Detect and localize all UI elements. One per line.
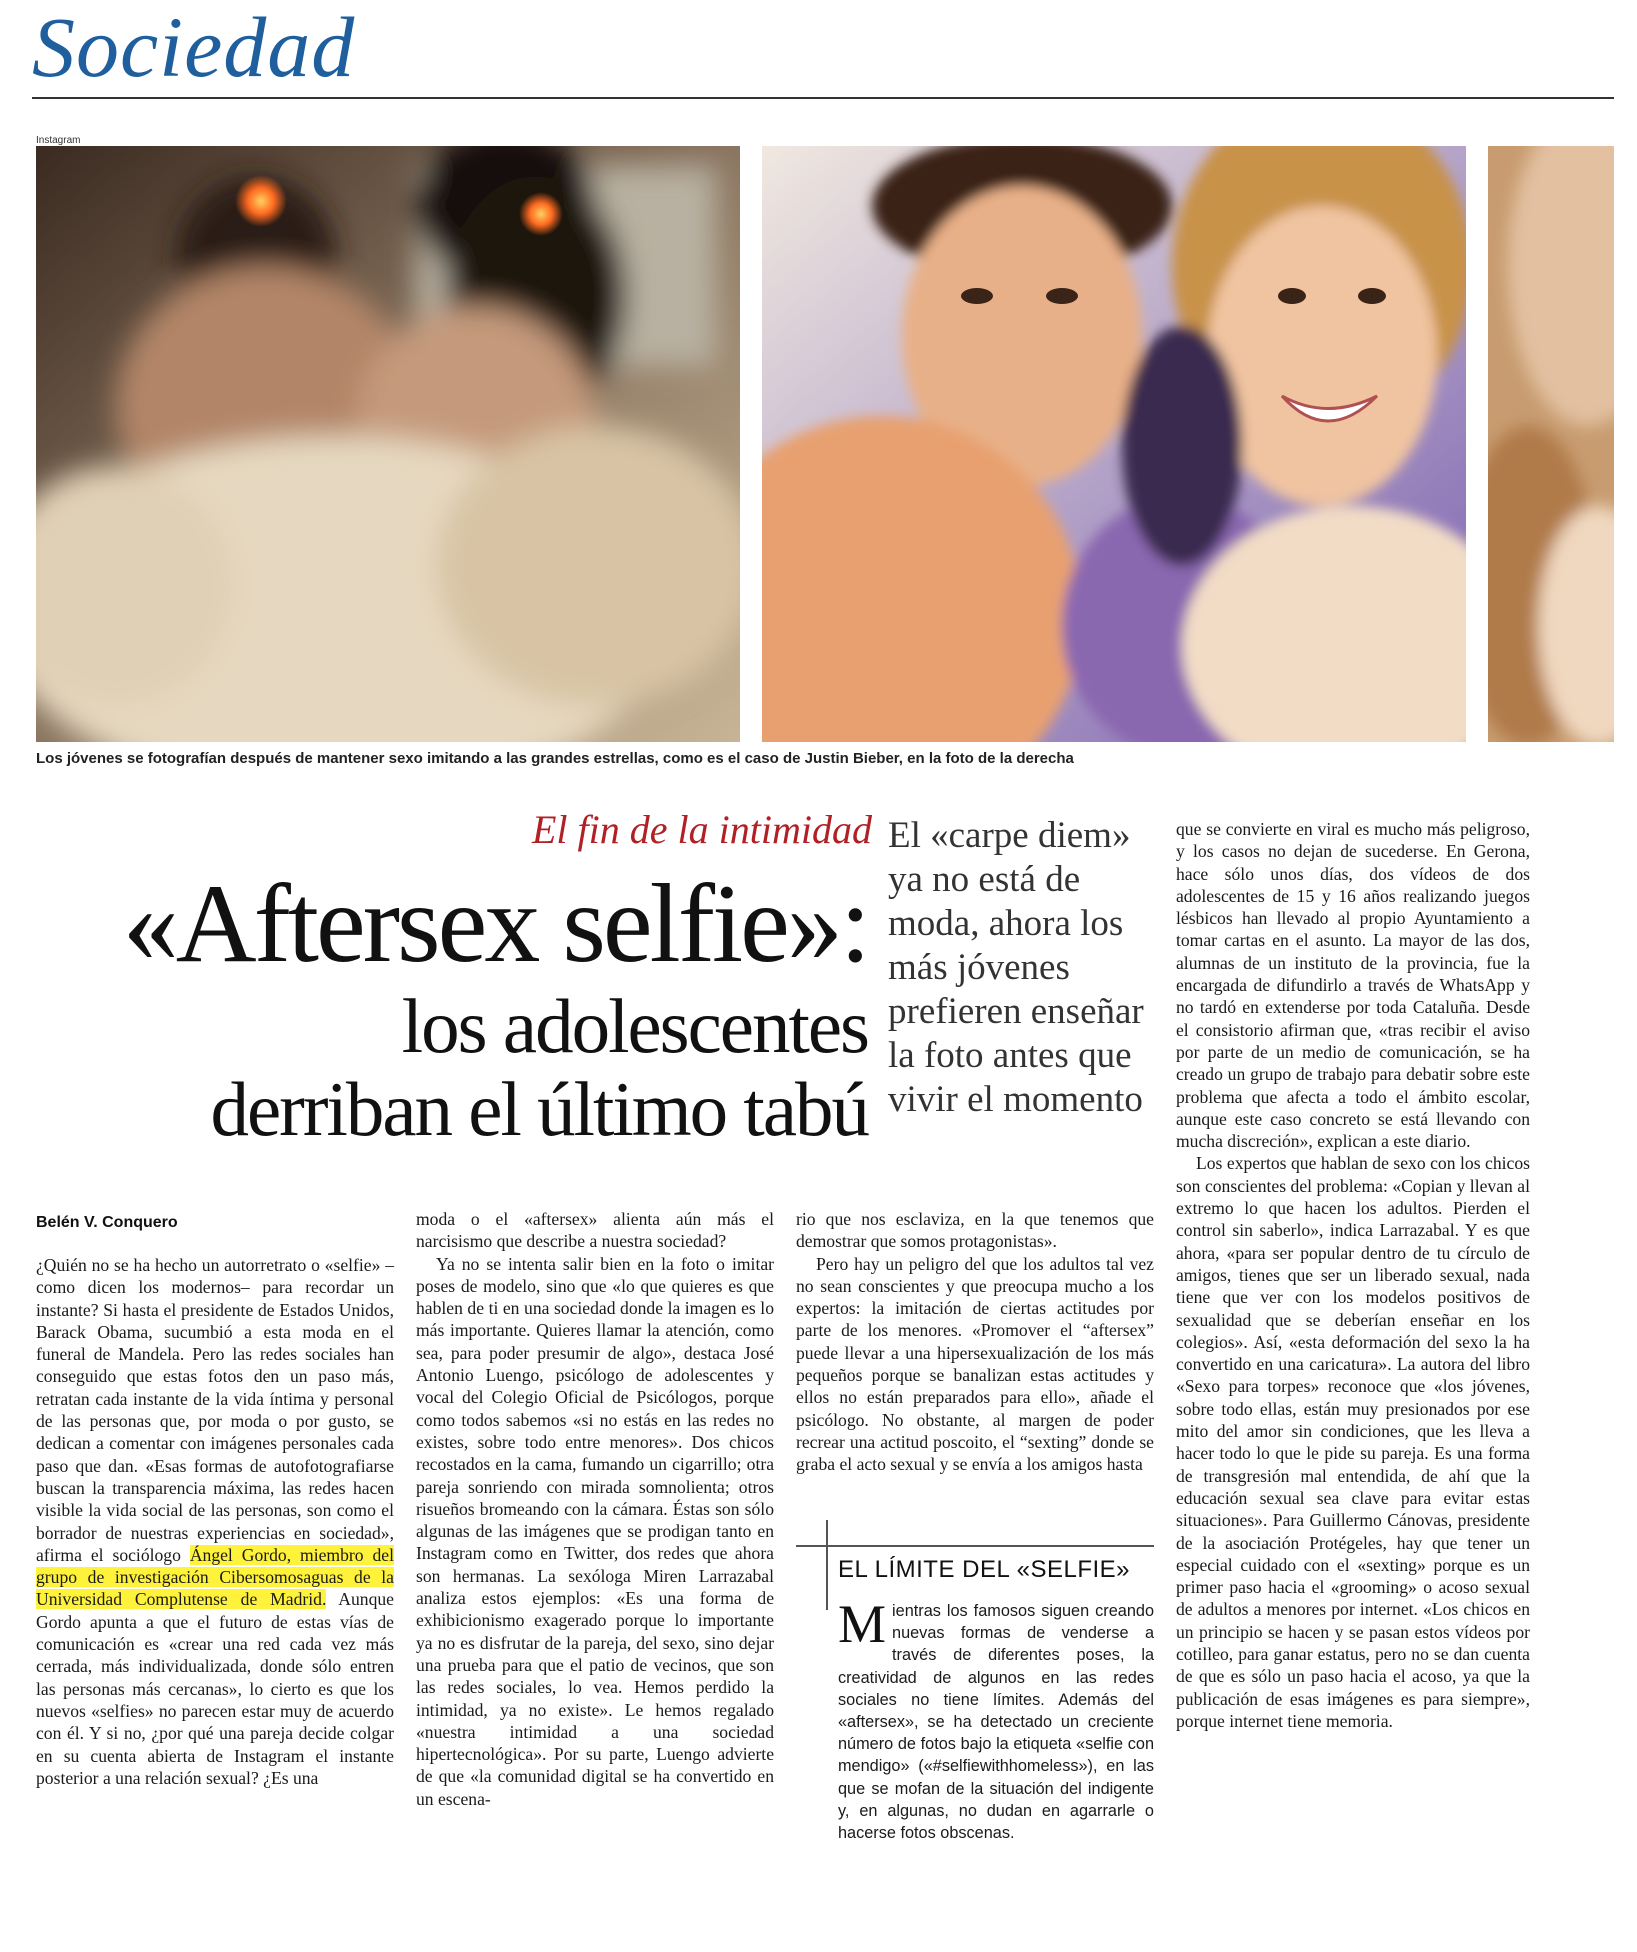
col1-text-continued: Aunque Gordo apunta a que el futuro de estas vías de comunicación es «crear una red cada vez más cerrada, más individualizada, donde sólo entren las personas más cercanas», lo cierto es que los nuevos «selfies» no parecen estar muy de acuerdo con él. Y si no, ¿por qué una pareja decide colgar en su cuenta abierta de Instagram el instante posterior a una relación sexual? ¿Es una: [36, 1589, 394, 1788]
section-title: Sociedad: [32, 0, 356, 95]
box-body: [838, 1594, 1154, 1844]
headline-line-1: «Aftersex selfie»:: [122, 862, 868, 986]
box-title: EL LÍMITE DEL «SELFIE»: [838, 1556, 1131, 1583]
photo-caption: Los jóvenes se fotografían después de mantener sexo imitando a las grandes estrellas, como es el caso de Justin Bieber, en la foto de la derecha: [36, 750, 1074, 767]
col2-paragraph-2: Ya no se intenta salir bien en la foto o imitar poses de modelo, sino que «lo que quieres es que hablen de ti en una sociedad donde la imagen es lo más importante. Quieres llamar la atención, como sea, para poder presumir de algo», destaca José Antonio Luengo, psicólogo de adolescentes y vocal del Colegio Oficial de Psicólogos, porque como todos sabemos «si no estás en las redes no existes, sobre todo entre menores». Dos chicos recostados en la cama, fumando un cigarrillo; otra pareja sonriendo con mirada somnolienta; otros risueños bromeando con la cámara. Éstas son sólo algunas de las imágenes que se prodigan tanto en Instagram como en Twitter, dos redes que ahora son hermanas. La sexóloga Miren Larrazabal analiza estos ejemplos: «Es una forma de exhibicionismo exagerado porque lo importante ya no es disfrutar de la pareja, del sexo, sino dejar una prueba para que el patio de vecinos, que son las redes sociales, lo vea. Hemos perdido la intimidad, ya no existe». Le hemos regalado «nuestra intimidad a una sociedad hipertecnológica». Por su parte, Luengo advierte de que «la comunidad digital se ha convertido en un escena-: [416, 1253, 774, 1809]
article-column-4: [1176, 818, 1530, 1732]
article-column-3: [796, 1208, 1154, 1476]
dropcap: M: [838, 1594, 887, 1654]
col3-paragraph-1: rio que nos esclaviza, en la que tenemos que demostrar que somos protagonistas».: [796, 1209, 1154, 1252]
col2-paragraph-1: moda o el «aftersex» alienta aún más el narcisismo que describe a nuestra sociedad?: [416, 1209, 774, 1252]
box-side-rule: [826, 1520, 828, 1610]
col1-text: ¿Quién no se ha hecho un autorretrato o «selfie» –como dicen los modernos– para recordar un instante? Si hasta el presidente de Estados Unidos, Barack Obama, sucumbió a esta moda en el funeral de Mandela. Pero las redes sociales han conseguido que estas fotos den un paso más, retratan cada instante de la vida íntima y personal de las personas que, por moda o por gusto, se dedican a comentar con imágenes personales cada paso que dan. «Esas formas de autofotografiarse buscan la transparencia máxima, las redes hacen visible la vida social de las personas, son como el borrador de nuestras experiencias en sociedad», afirma el sociólogo: [36, 1255, 394, 1565]
kicker: El fin de la intimidad: [532, 807, 872, 852]
box-top-rule: [796, 1545, 1154, 1547]
headline-line-3: derriban el último tabú: [210, 1066, 868, 1152]
photo-credit: Instagram: [36, 135, 81, 146]
article-column-2: [416, 1208, 774, 1810]
headline: [36, 862, 868, 1152]
highlighted-quote: Ángel Gordo, miembro del grupo de investigación Cibersomosaguas de la Universidad Complutense de Madrid.: [36, 1544, 394, 1610]
headline-line-2: los adolescentes: [401, 983, 868, 1069]
col4-paragraph-1: que se convierte en viral es mucho más peligroso, y los casos no dejan de sucederse. En Gerona, hace sólo unos días, dos vídeos de dos adolescentes de 15 y 16 años realizando juegos lésbicos han llevado al propio Ayuntamiento a tomar cartas en el asunto. La mayor de las dos, alumnas de un instituto de la provincia, fue la encargada de difundirlo a través de WhatsApp y no tardó en extenderse por toda Cataluña. Desde el consistorio afirman que, «tras recibir el aviso por parte de un medio de comunicación, se ha creado un grupo de trabajo para debatir sobre este problema que afecta a todo el ámbito escolar, aunque este caso concreto se está llevando con mucha discreción», explican a este diario.: [1176, 819, 1530, 1152]
box-text: ientras los famosos siguen creando nuevas formas de venderse a través de diferentes poses, la creatividad de algunos en las redes sociales no tiene límites. Además del «aftersex», se ha detectado un creciente número de fotos bajo la etiqueta «selfie con mendigo» («#selfiewithhomeless»), en las que se mofan de la situación del indigente y, en algunas, no dudan en agarrarle o hacerse fotos obscenas.: [838, 1602, 1154, 1843]
photo-partial: [1488, 146, 1614, 742]
standfirst: El «carpe diem» ya no está de moda, ahora los más jóvenes prefieren enseñar la foto antes que vivir el momento: [888, 815, 1144, 1120]
photo-couple-bed: [36, 146, 740, 742]
header-rule: [32, 97, 1614, 99]
col3-paragraph-2: Pero hay un peligro del que los adultos tal vez no sean conscientes y que preocupa mucho a los expertos: la imitación de ciertas actitudes por parte de los menores. «Promover el “aftersex” puede llevar a una hipersexualización de los más pequeños porque se banalizan estas actitudes y ellos no están preparados para ello», añade el psicólogo. No obstante, al margen de poder recrear una actitud poscoito, el “sexting” donde se graba el acto sexual y se envía a los amigos hasta: [796, 1253, 1154, 1475]
col4-paragraph-2: Los expertos que hablan de sexo con los chicos son conscientes del problema: «Copian y llevan al extremo lo que hacen los adultos. Pierden el control sin saberlo», indica Larrazabal. Y es que ahora, «para ser popular dentro de tu círculo de amigos, tienes que ser un liberado sexual, nada tiene que ver con los modelos positivos de sexualidad que se deberían enseñar en los colegios». Así, «esta deformación del sexo la ha convertido en una caricatura». La autora del libro «Sexo para torpes» reconoce que «los jóvenes, sobre todo ellas, están muy presionados por ese mito del amor sin condiciones, que les lleva a hacer todo lo que le pide su pareja. Es una forma de transgresión mal entendida, de ahí que la educación sexual sea clave para evitar estas situaciones». Para Guillermo Cánovas, presidente de la asociación Protégeles, hay que tener un especial cuidado con el «sexting» porque es un primer paso hacia el «grooming» o acoso sexual de adultos a menores por internet. «Los chicos en un principio se hacen y se pasan estos vídeos por cotilleo, para ganar estatus, pero no se dan cuenta de que es sólo un paso hacia el acoso, ya que la publicación de esas imágenes es para siempre», porque internet tiene memoria.: [1176, 1153, 1530, 1731]
article-column-1: [36, 1254, 394, 1789]
byline: Belén V. Conquero: [36, 1214, 178, 1231]
col1-paragraph: [36, 1254, 394, 1789]
photo-couple-selfie: [762, 146, 1466, 742]
